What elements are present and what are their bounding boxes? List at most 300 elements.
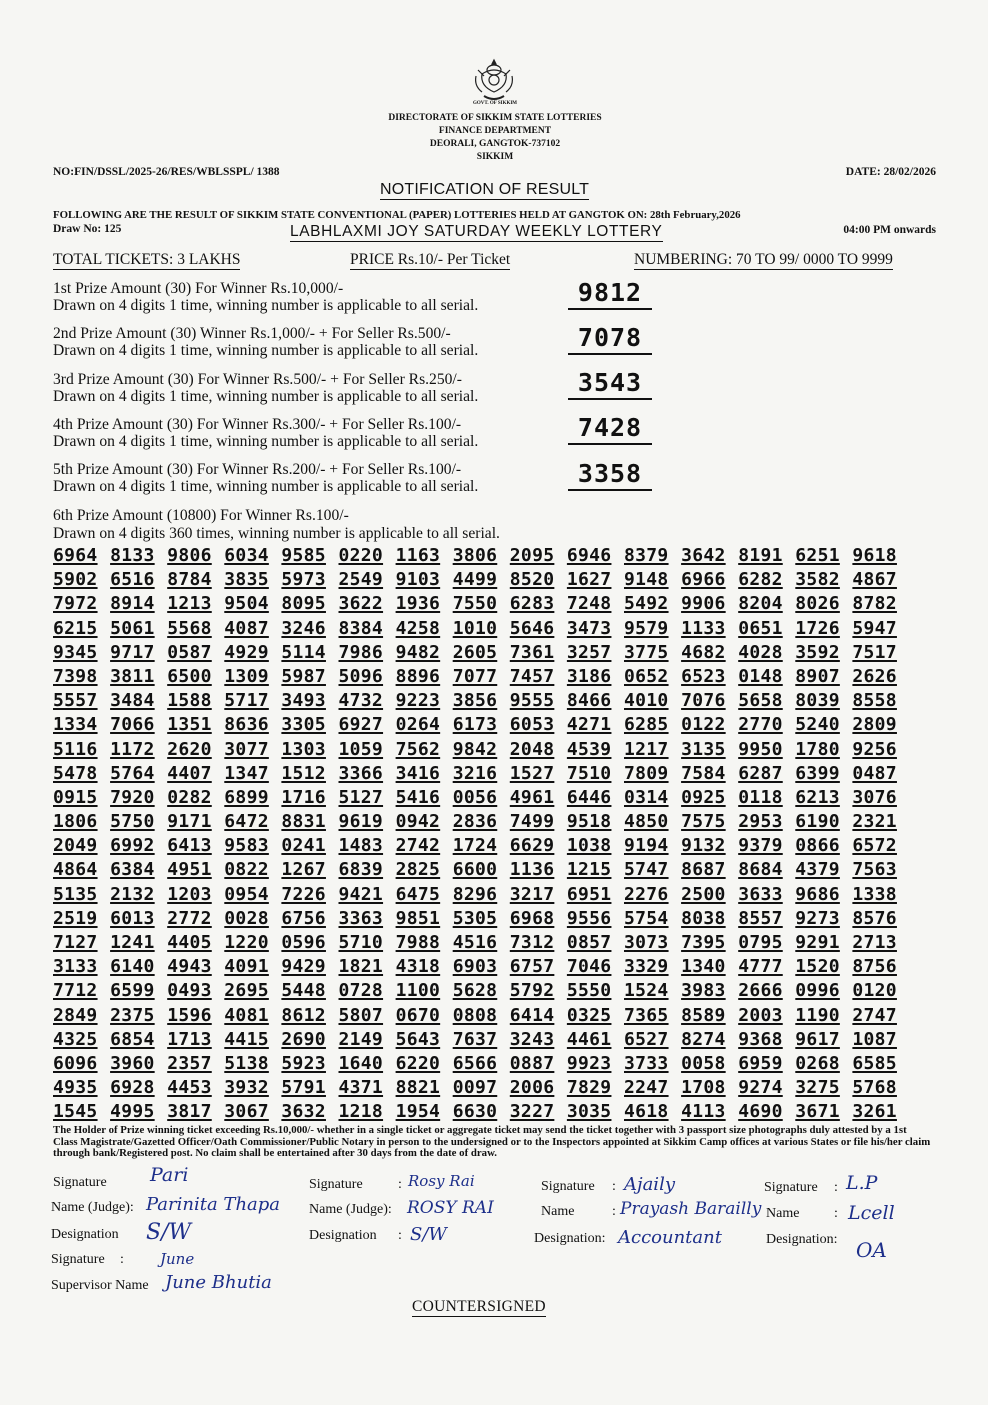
- prize-1-line2: Drawn on 4 digits 1 time, winning number is applicable to all serial.: [53, 297, 479, 314]
- winning-number: 6053: [509, 714, 555, 736]
- winning-number: 6213: [795, 786, 840, 808]
- winning-number: 2772: [167, 907, 212, 929]
- winning-number: 9556: [566, 907, 612, 929]
- winning-number: 9617: [795, 1028, 840, 1050]
- winning-number: 0651: [738, 617, 783, 639]
- winning-number: 3817: [167, 1101, 212, 1123]
- prize-4-line1: 4th Prize Amount (30) For Winner Rs.300/- + For Seller Rs.100/-: [53, 416, 462, 433]
- winning-number: 5114: [281, 641, 326, 663]
- winning-number: 4379: [795, 859, 840, 881]
- winning-number: 2620: [167, 738, 212, 760]
- winning-number: 1010: [452, 617, 498, 639]
- winning-number: 4405: [167, 932, 212, 953]
- winning-number: 4690: [738, 1101, 783, 1123]
- assistant-signature-colon: :: [834, 1180, 838, 1195]
- winning-number: 7563: [852, 859, 897, 881]
- judge1-designation: S/W: [146, 1220, 192, 1245]
- winning-number: 2375: [110, 1004, 155, 1026]
- winning-number: 5116: [53, 738, 98, 760]
- winning-number: 5807: [338, 1004, 384, 1026]
- official-signature-colon: :: [612, 1179, 616, 1194]
- numbers-row: [53, 690, 913, 714]
- winning-number: 9555: [509, 690, 555, 712]
- winning-number: 3633: [738, 883, 783, 905]
- winning-number: 0866: [795, 835, 840, 857]
- winning-number: 3484: [110, 690, 155, 712]
- directorate-name: DIRECTORATE OF SIKKIM STATE LOTTERIES: [388, 113, 602, 123]
- winning-number: 7986: [338, 641, 384, 663]
- total-tickets: TOTAL TICKETS: 3 LAKHS: [53, 251, 241, 268]
- winning-number: 1512: [281, 762, 326, 784]
- winning-number: 2666: [738, 980, 783, 1002]
- winning-number: 2003: [738, 1004, 783, 1026]
- winning-number: 1483: [338, 835, 384, 857]
- winning-number: 4258: [395, 617, 441, 639]
- winning-number: 7920: [110, 786, 155, 808]
- winning-number: 7077: [452, 665, 498, 687]
- winning-number: 3366: [338, 762, 384, 784]
- numbers-row: [53, 980, 913, 1004]
- winning-number: 7248: [566, 593, 612, 615]
- winning-number: 7550: [452, 593, 498, 615]
- terms-text: The Holder of Prize winning ticket exceeding Rs.10,000/- whether in a single ticket or aggregate ticket may send the ticket together with 3 passport size photographs duly attested by a 1st Class Magistrate/Gazetted Officer/Oath Commissioner/Public Notary in person to the undersigned or to the Inspectors appointed at Sikkim Camp offices at various States or file his/her claim through bank/Registered post. No claim shall be entertained after 30 days from the date of draw.: [53, 1124, 931, 1159]
- winning-number: 3076: [852, 786, 897, 808]
- winning-number: 3983: [681, 980, 726, 1002]
- judge2-designation-label: Designation: [309, 1228, 377, 1243]
- winning-number: 4028: [738, 641, 783, 663]
- prize-5-line2: Drawn on 4 digits 1 time, winning number is applicable to all serial.: [53, 478, 479, 495]
- winning-number: 3960: [110, 1052, 155, 1074]
- winning-number: 4618: [624, 1101, 669, 1123]
- winning-number: 6839: [338, 859, 384, 881]
- winning-number: 1640: [338, 1052, 384, 1074]
- winning-number: 2747: [852, 1004, 897, 1026]
- numbers-row: [53, 932, 913, 956]
- winning-number: 9368: [738, 1028, 783, 1050]
- winning-number: 5127: [338, 786, 384, 808]
- winning-number: 6968: [509, 907, 555, 929]
- winning-number: 5717: [224, 690, 269, 712]
- winning-number: 1334: [53, 714, 98, 736]
- numbers-row: [53, 1053, 913, 1077]
- winning-number: 4935: [53, 1077, 98, 1099]
- prize-5-number: 3358: [568, 459, 652, 491]
- winning-number: 0122: [681, 714, 726, 736]
- winning-number: 8831: [281, 811, 326, 833]
- winning-number: 8687: [681, 859, 726, 881]
- winning-number: 6523: [681, 665, 726, 687]
- official-name: Prayash Barailly: [620, 1199, 762, 1219]
- prize-5-description: [53, 461, 553, 495]
- supervisor-signature: June: [160, 1250, 195, 1268]
- winning-number: 0282: [167, 786, 212, 808]
- winning-number: 5902: [53, 569, 98, 591]
- winning-number: 2953: [738, 811, 783, 833]
- winning-number: 5646: [509, 617, 555, 639]
- winning-number: 3856: [452, 690, 498, 712]
- ticket-price: PRICE Rs.10/- Per Ticket: [350, 251, 511, 268]
- winning-number: 6516: [110, 569, 155, 591]
- winning-number: 7575: [681, 811, 726, 833]
- winning-number: 3077: [224, 738, 269, 760]
- winning-number: 0596: [281, 932, 326, 953]
- winning-number: 2549: [338, 569, 384, 591]
- winning-number: 4325: [53, 1028, 98, 1050]
- winning-number: 8026: [795, 593, 840, 615]
- winning-number: 6951: [566, 883, 612, 905]
- winning-number: 1203: [167, 883, 212, 905]
- winning-number: 6630: [452, 1101, 498, 1123]
- winning-number: 8821: [395, 1077, 441, 1099]
- winning-number: 5557: [53, 690, 98, 712]
- winning-number: 2095: [509, 545, 555, 566]
- assistant-designation: OA: [856, 1238, 887, 1262]
- winning-number: 6096: [53, 1052, 98, 1074]
- winning-number: 6220: [395, 1052, 441, 1074]
- winning-number: 4091: [224, 956, 269, 978]
- winning-number: 6585: [852, 1052, 897, 1074]
- winning-number: 1215: [566, 859, 612, 881]
- winning-number: 5478: [53, 762, 98, 784]
- winning-number: 4682: [681, 641, 726, 663]
- winning-number: 9950: [738, 738, 783, 760]
- winning-number: 4732: [338, 690, 384, 712]
- winning-number: 3257: [566, 641, 612, 663]
- winning-number: 1217: [624, 738, 669, 760]
- winning-number: 6928: [110, 1077, 155, 1099]
- winning-number: 6566: [452, 1052, 498, 1074]
- prize-6-description: [53, 507, 500, 543]
- winning-number: 5764: [110, 762, 155, 784]
- winning-number: 0996: [795, 980, 840, 1002]
- winning-number: 8684: [738, 859, 783, 881]
- winning-number: 2690: [281, 1028, 326, 1050]
- winning-number: 5947: [852, 617, 897, 639]
- winning-number: 1163: [395, 545, 441, 566]
- winning-number: 7562: [395, 738, 441, 760]
- winning-number: 3592: [795, 641, 840, 663]
- winning-number: 3227: [509, 1101, 555, 1123]
- numbers-row: [53, 859, 913, 883]
- winning-number: 0652: [624, 665, 669, 687]
- winning-number: 3473: [566, 617, 612, 639]
- winning-number: 0220: [338, 545, 384, 566]
- winning-number: 6903: [452, 956, 498, 978]
- winning-number: 0915: [53, 786, 98, 808]
- lottery-name: LABHLAXMI JOY SATURDAY WEEKLY LOTTERY: [290, 223, 663, 240]
- winning-number: 6283: [509, 593, 555, 615]
- winning-number: 1133: [681, 617, 726, 639]
- winning-number: 8914: [110, 593, 155, 615]
- winning-number: 4777: [738, 956, 783, 978]
- winning-number: 6854: [110, 1028, 155, 1050]
- winning-number: 0493: [167, 980, 212, 1002]
- winning-number: 3135: [681, 738, 726, 760]
- winning-number: 9618: [852, 545, 897, 566]
- winning-number: 6946: [566, 545, 612, 566]
- winning-number: 3835: [224, 569, 269, 591]
- winning-number: 7226: [281, 883, 326, 905]
- winning-number: 0314: [624, 786, 669, 808]
- official-designation-label: Designation:: [534, 1231, 606, 1246]
- winning-number: 0587: [167, 641, 212, 663]
- winning-number: 5923: [281, 1052, 326, 1074]
- winning-number: 6413: [167, 835, 212, 857]
- winning-number: 1172: [110, 738, 155, 760]
- winning-number: 9171: [167, 811, 212, 833]
- assistant-name-colon: :: [834, 1206, 838, 1221]
- judge1-name-label: Name (Judge):: [51, 1200, 134, 1215]
- winning-number: 4943: [167, 956, 212, 978]
- winning-number: 9482: [395, 641, 441, 663]
- winning-number: 3243: [509, 1028, 555, 1050]
- winning-number: 2836: [452, 811, 498, 833]
- prize-3-line1: 3rd Prize Amount (30) For Winner Rs.500/- + For Seller Rs.250/-: [53, 371, 462, 388]
- winning-number: 4499: [452, 569, 498, 591]
- winning-number: 4318: [395, 956, 441, 978]
- numbers-row: [53, 1077, 913, 1101]
- numbers-row: [53, 569, 913, 593]
- address: DEORALI, GANGTOK-737102: [429, 139, 561, 149]
- winning-number: 7046: [566, 956, 612, 978]
- winning-number: 4113: [681, 1101, 726, 1123]
- countersigned-label: COUNTERSIGNED: [412, 1298, 546, 1315]
- winning-number: 2276: [624, 883, 669, 905]
- directorate-header: [340, 112, 650, 164]
- winning-number: 8384: [338, 617, 384, 639]
- supervisor-name: June Bhutia: [165, 1272, 272, 1293]
- winning-number: 9686: [795, 883, 840, 905]
- winning-number: 2500: [681, 883, 726, 905]
- winning-number: 2626: [852, 665, 897, 687]
- state: SIKKIM: [476, 152, 514, 162]
- winning-number: 4995: [110, 1101, 155, 1123]
- winning-number: 9291: [795, 932, 840, 953]
- winning-number: 7499: [509, 811, 555, 833]
- winning-number: 7829: [566, 1077, 612, 1099]
- winning-number: 1806: [53, 811, 98, 833]
- winning-number: 1038: [566, 835, 612, 857]
- numbers-row: [53, 1029, 913, 1053]
- winning-number: 7637: [452, 1028, 498, 1050]
- winning-number: 9504: [224, 593, 269, 615]
- winning-number: 2713: [852, 932, 897, 953]
- assistant-designation-label: Designation:: [766, 1232, 838, 1247]
- winning-number: 1596: [167, 1004, 212, 1026]
- draw-time: 04:00 PM onwards: [843, 224, 936, 236]
- numbers-row: [53, 835, 913, 859]
- prize-6-line1: 6th Prize Amount (10800) For Winner Rs.100/-: [53, 507, 349, 524]
- winning-number: 5750: [110, 811, 155, 833]
- winning-number: 4516: [452, 932, 498, 953]
- winning-number: 0942: [395, 811, 441, 833]
- winning-number: 2357: [167, 1052, 212, 1074]
- prize-3-line2: Drawn on 4 digits 1 time, winning number is applicable to all serial.: [53, 388, 479, 405]
- assistant-signature: L.P: [846, 1172, 878, 1194]
- winning-number: 6282: [738, 569, 783, 591]
- winning-number: 3416: [395, 762, 441, 784]
- winning-number: 1340: [681, 956, 726, 978]
- winning-number: 3073: [624, 932, 669, 953]
- winning-number: 8133: [110, 545, 155, 566]
- winning-number: 4371: [338, 1077, 384, 1099]
- prize-5-line1: 5th Prize Amount (30) For Winner Rs.200/- + For Seller Rs.100/-: [53, 461, 462, 478]
- winning-number: 9273: [795, 907, 840, 929]
- winning-number: 9421: [338, 883, 384, 905]
- winning-number: 3035: [566, 1101, 612, 1123]
- numbers-row: [53, 1101, 913, 1125]
- winning-number: 5628: [452, 980, 498, 1002]
- winning-number: 1588: [167, 690, 212, 712]
- winning-number: 9194: [624, 835, 669, 857]
- following-text: FOLLOWING ARE THE RESULT OF SIKKIM STATE CONVENTIONAL (PAPER) LOTTERIES HELD AT GANGTOK ON: 28th February,2026: [53, 209, 741, 221]
- winning-number: 4407: [167, 762, 212, 784]
- winning-number: 5096: [338, 665, 384, 687]
- winning-number: 3305: [281, 714, 326, 736]
- judge1-designation-label: Designation: [51, 1227, 119, 1242]
- winning-number: 5710: [338, 932, 384, 953]
- winning-number: 7127: [53, 932, 98, 953]
- winning-number: 0808: [452, 1004, 498, 1026]
- judge2-signature-colon: :: [398, 1177, 402, 1192]
- official-designation: Accountant: [618, 1227, 722, 1248]
- prize-4-description: [53, 416, 553, 450]
- winning-number: 2605: [452, 641, 498, 663]
- winning-number: 6446: [566, 786, 612, 808]
- winning-number: 1338: [852, 883, 897, 905]
- prize-4-line2: Drawn on 4 digits 1 time, winning number is applicable to all serial.: [53, 433, 479, 450]
- numbers-row: [53, 593, 913, 617]
- winning-number: 6757: [509, 956, 555, 978]
- winning-number: 1545: [53, 1101, 98, 1123]
- winning-number: 7517: [852, 641, 897, 663]
- winning-number: 6600: [452, 859, 498, 881]
- prize-3-description: [53, 371, 553, 405]
- winning-number: 0670: [395, 1004, 441, 1026]
- reference-number: NO:FIN/DSSL/2025-26/RES/WBLSSPL/ 1388: [53, 166, 280, 178]
- assistant-name: Lcell: [848, 1202, 895, 1224]
- winning-number: 3642: [681, 545, 726, 566]
- prize-1-number: 9812: [568, 278, 652, 310]
- winning-number: 9518: [566, 811, 612, 833]
- prize-3-number: 3543: [568, 368, 652, 400]
- winning-number: 3216: [452, 762, 498, 784]
- winning-number: 7076: [681, 690, 726, 712]
- winning-number: 6599: [110, 980, 155, 1002]
- prize-2-number: 7078: [568, 323, 652, 355]
- winning-number: 6992: [110, 835, 155, 857]
- winning-number: 1724: [452, 835, 498, 857]
- winning-number: 0058: [681, 1052, 726, 1074]
- winning-number: 9429: [281, 956, 326, 978]
- winning-number: 1520: [795, 956, 840, 978]
- winning-number: 0325: [566, 1004, 612, 1026]
- winning-number: 5568: [167, 617, 212, 639]
- winning-number: 1303: [281, 738, 326, 760]
- winning-number: 0487: [852, 762, 897, 784]
- winning-number: 0056: [452, 786, 498, 808]
- winning-number: 5658: [738, 690, 783, 712]
- winning-number: 5550: [566, 980, 612, 1002]
- winning-number: 4850: [624, 811, 669, 833]
- winning-number: 3671: [795, 1101, 840, 1123]
- winning-number: 5240: [795, 714, 840, 736]
- winning-number: 4539: [566, 738, 612, 760]
- winning-number: 8204: [738, 593, 783, 615]
- numbers-row: [53, 1005, 913, 1029]
- winning-number: 6899: [224, 786, 269, 808]
- winning-number: 6629: [509, 835, 555, 857]
- winning-number: 9842: [452, 738, 498, 760]
- winning-number: 6966: [681, 569, 726, 591]
- winning-number: 0795: [738, 932, 783, 953]
- judge2-designation: S/W: [410, 1224, 447, 1245]
- winning-number: 3932: [224, 1077, 269, 1099]
- winning-number: 2695: [224, 980, 269, 1002]
- winning-number: 6475: [395, 883, 441, 905]
- winning-number: 7712: [53, 980, 98, 1002]
- winning-number: 5973: [281, 569, 326, 591]
- winning-number: 4951: [167, 859, 212, 881]
- winning-number: 6190: [795, 811, 840, 833]
- numbers-row: [53, 884, 913, 908]
- winning-number: 1213: [167, 593, 212, 615]
- judge2-signature-label: Signature: [309, 1177, 363, 1192]
- winning-number: 5768: [852, 1077, 897, 1099]
- winning-number: 8557: [738, 907, 783, 929]
- winning-number: 5492: [624, 593, 669, 615]
- emblem-caption: GOVT. OF SIKKIM: [472, 101, 518, 106]
- winning-number: 1627: [566, 569, 612, 591]
- winning-number: 3811: [110, 665, 155, 687]
- winning-number: 4081: [224, 1004, 269, 1026]
- winning-number: 4864: [53, 859, 98, 881]
- winning-number: 6414: [509, 1004, 555, 1026]
- winning-number: 1821: [338, 956, 384, 978]
- winning-number: 5448: [281, 980, 326, 1002]
- sikkim-emblem-icon: [470, 56, 518, 106]
- winning-number: 3133: [53, 956, 98, 978]
- winning-number: 2247: [624, 1077, 669, 1099]
- winning-number: 9806: [167, 545, 212, 566]
- winning-number: 7510: [566, 762, 612, 784]
- winning-number: 0120: [852, 980, 897, 1002]
- official-name-colon: :: [612, 1204, 616, 1219]
- prize-1-description: [53, 280, 553, 314]
- winning-number: 8896: [395, 665, 441, 687]
- winning-number: 8612: [281, 1004, 326, 1026]
- winning-number: 8095: [281, 593, 326, 615]
- supervisor-name-label: Supervisor Name: [51, 1278, 149, 1293]
- winning-number: 5643: [395, 1028, 441, 1050]
- judge2-designation-colon: :: [398, 1228, 402, 1243]
- prize-2-line2: Drawn on 4 digits 1 time, winning number is applicable to all serial.: [53, 342, 479, 359]
- draw-number: Draw No: 125: [53, 223, 122, 235]
- winning-number: 6500: [167, 665, 212, 687]
- winning-number: 2321: [852, 811, 897, 833]
- winning-number: 5138: [224, 1052, 269, 1074]
- winning-number: 7312: [509, 932, 555, 953]
- winning-number: 1351: [167, 714, 212, 736]
- winning-number: 3329: [624, 956, 669, 978]
- assistant-name-label: Name: [766, 1206, 800, 1221]
- winning-number: 1780: [795, 738, 840, 760]
- winning-number: 0264: [395, 714, 441, 736]
- winning-number: 9923: [566, 1052, 612, 1074]
- winning-number: 9906: [681, 593, 726, 615]
- winning-number: 2849: [53, 1004, 98, 1026]
- winning-number: 9717: [110, 641, 155, 663]
